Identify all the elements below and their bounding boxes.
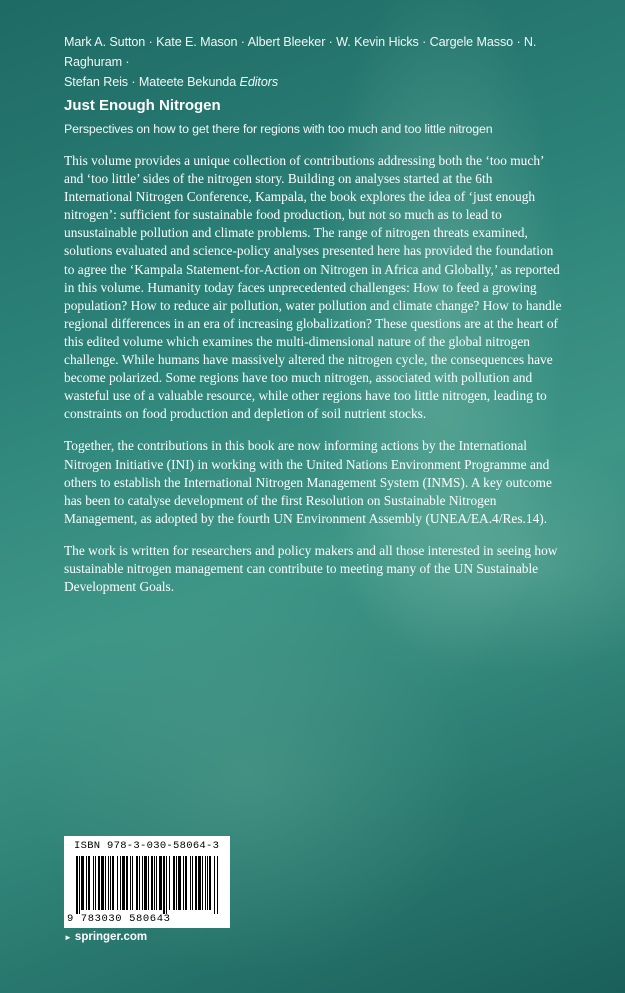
barcode-bar <box>101 856 104 910</box>
barcode-bar <box>76 856 78 914</box>
barcode-bar <box>148 856 149 910</box>
blurb <box>64 152 564 610</box>
editors-names: Stefan Reis · Mateete Bekunda <box>64 75 237 89</box>
cover-header <box>64 32 584 138</box>
barcode-bar <box>190 856 191 910</box>
barcode-digits: 9 783030 580643 <box>67 913 171 925</box>
barcode-bar <box>108 856 109 910</box>
barcode-bar <box>151 856 153 910</box>
barcode-bar <box>98 856 100 910</box>
barcode-bar <box>178 856 181 910</box>
barcode-bar <box>120 856 121 910</box>
barcode-bar <box>79 856 80 914</box>
editors-line-2 <box>64 72 584 92</box>
barcode-bar <box>81 856 84 910</box>
barcode-block <box>64 836 230 928</box>
barcode-bar <box>142 856 143 910</box>
editors-list <box>64 32 584 92</box>
editors-label: Editors <box>239 75 279 89</box>
barcode-bar <box>195 856 197 910</box>
barcode-bar <box>173 856 175 910</box>
book-title: Just Enough Nitrogen <box>64 97 221 114</box>
barcode-bar <box>144 856 147 910</box>
isbn-label: ISBN 978-3-030-58064-3 <box>74 840 220 852</box>
barcode-bar <box>214 856 215 914</box>
barcode-bar <box>130 856 131 910</box>
barcode-bar <box>166 856 167 914</box>
barcode-bar <box>169 856 170 910</box>
barcode-bar <box>209 856 211 910</box>
barcode-bar <box>192 856 193 910</box>
barcode-bar <box>93 856 94 910</box>
barcode-bar <box>159 856 162 910</box>
barcode-bars <box>76 856 218 914</box>
barcode-bar <box>105 856 106 910</box>
barcode-bar <box>183 856 184 910</box>
barcode-bar <box>205 856 206 910</box>
barcode-bar <box>132 856 133 910</box>
barcode-bar <box>136 856 138 910</box>
barcode-bar <box>163 856 165 914</box>
barcode-bar <box>86 856 87 910</box>
barcode-bar <box>88 856 90 910</box>
barcode-bar <box>202 856 203 910</box>
barcode-bar <box>185 856 187 910</box>
barcode-bar <box>139 856 140 910</box>
barcode-bar <box>198 856 201 910</box>
barcode-bar <box>156 856 157 910</box>
arrow-icon: ► <box>64 933 72 942</box>
blurb-paragraph-1: This volume provides a unique collection of contributions addressing both the ‘too much’ and ‘too little’ sides of the nitrogen story. Building on analyses started at the 6th International Nitrogen Conference, Kampala, the book explores the idea of ‘just enough nitrogen’: sufficient for sustainable food production, but not so much as to lead to unsustainable pollution and climate problems. The range of nitrogen threats examined, solutions evaluated and science-policy analyses presented here has provided the foundation to agree the ‘Kampala Statement-for-Action on Nitrogen in Africa and Globally,’ as reported in this volume. Humanity today faces unprecedented challenges: How to feed a growing population? How to reduce air pollution, water pollution and climate change? How to handle regional differences in an era of increasing globalization? These questions are at the heart of this edited volume which examines the multi-dimensional nature of the global nitrogen challenge. While humans have massively altered the nitrogen cycle, the consequences have become polarized. Some regions have too much nitrogen, associated with pollution and wasteful use of a valuable resource, while other regions have too little nitrogen, leading to constraints on food production and depletion of soil nutrient stocks. <box>64 153 562 422</box>
barcode-bar <box>112 856 114 910</box>
blurb-paragraph-3: The work is written for researchers and policy makers and all those interested in seeing how sustainable nitrogen management can contribute to meeting many of the UN Sustainable Development Goals. <box>64 542 558 595</box>
barcode-bar <box>217 856 218 914</box>
barcode-bar <box>117 856 118 910</box>
barcode-bar <box>110 856 111 910</box>
barcode-bar <box>122 856 125 910</box>
barcode-bar <box>126 856 128 910</box>
editors-line-1: Mark A. Sutton · Kate E. Mason · Albert Bleeker · W. Kevin Hicks · Cargele Masso · N. Raghuram · <box>64 35 537 69</box>
barcode-bar <box>154 856 155 910</box>
barcode-bar <box>95 856 96 910</box>
publisher-url: springer.com <box>74 931 148 943</box>
blurb-paragraph-2: Together, the contributions in this book are now informing actions by the International Nitrogen Initiative (INI) in working with the United Nations Environment Programme and others to establish the International Nitrogen Management System (INMS). A key outcome has been to catalyse development of the first Resolution on Sustainable Nitrogen Management, as adopted by the fourth UN Environment Assembly (UNEA/EA.4/Res.14). <box>64 438 552 526</box>
publisher-link[interactable] <box>64 931 147 943</box>
book-subtitle: Perspectives on how to get there for regions with too much and too little nitrogen <box>64 122 493 136</box>
barcode-bar <box>176 856 177 910</box>
barcode-bar <box>207 856 208 910</box>
